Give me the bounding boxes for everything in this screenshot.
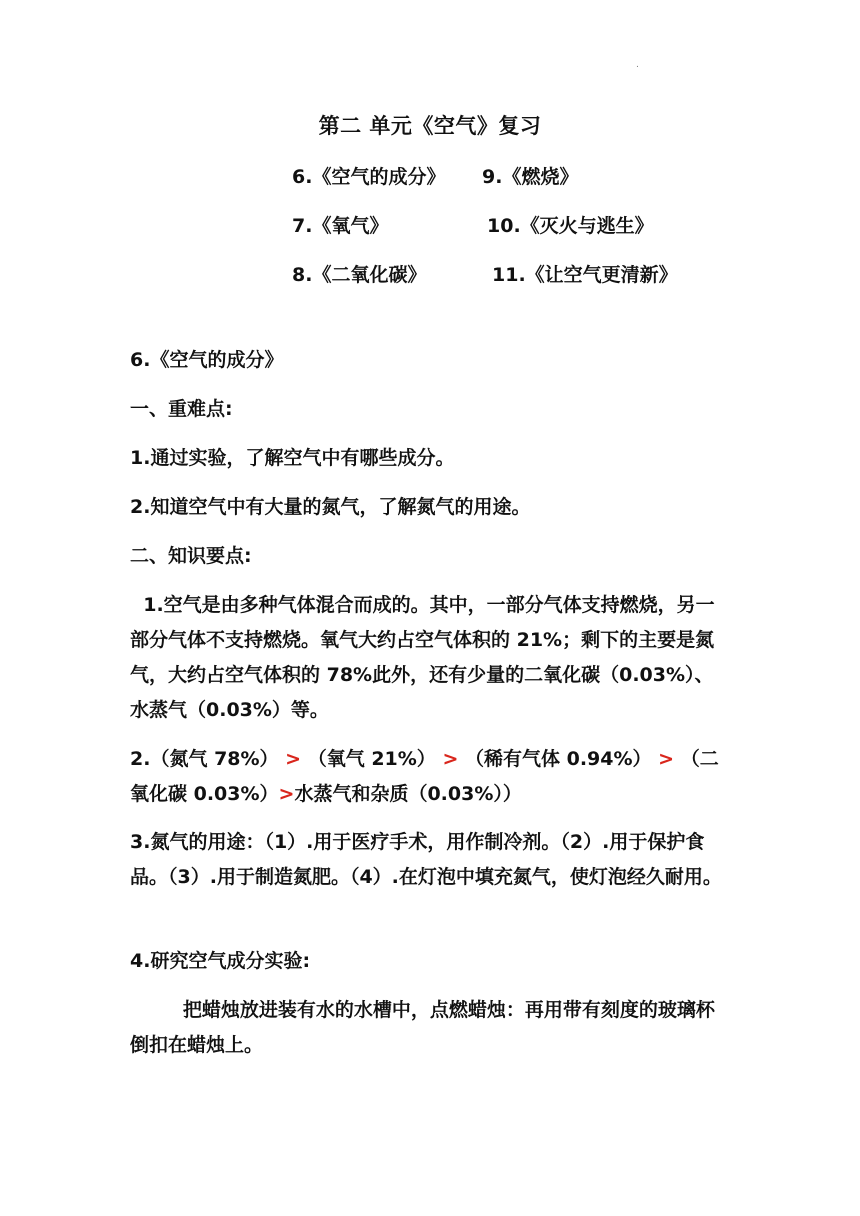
greater-than-sign: > [442, 748, 459, 770]
part2-heading: 二、知识要点: [130, 545, 252, 567]
toc-item-9: 9.《燃烧》 [482, 166, 579, 188]
point-2-item: （二氧化碳 0.03%） [130, 748, 719, 805]
toc-item-8: 8.《二氧化碳》 [292, 264, 427, 286]
section-heading: 6.《空气的成分》 [130, 349, 284, 371]
part1-item-1: 1.通过实验，了解空气中有哪些成分。 [130, 447, 455, 469]
toc-item-10: 10.《灭火与逃生》 [487, 215, 654, 237]
greater-than-sign: > [658, 748, 675, 770]
point-4-heading: 4.研究空气成分实验: [130, 950, 311, 972]
point-2-paragraph [130, 742, 730, 812]
point-2-item: （氧气 21%） [307, 748, 436, 770]
toc-item-7: 7.《氧气》 [292, 215, 389, 237]
point-2-item: （稀有气体 0.94%） [464, 748, 652, 770]
greater-than-sign: > [278, 783, 295, 805]
page-title: 第二 单元《空气》复习 [318, 114, 542, 138]
part1-heading: 一、重难点: [130, 398, 233, 420]
greater-than-sign: > [285, 748, 302, 770]
toc-item-6: 6.《空气的成分》 [292, 166, 446, 188]
point-2-item: 水蒸气和杂质（0.03%）） [294, 783, 522, 805]
point-2-item: （氮气 78%） [150, 748, 279, 770]
part1-item-2: 2.知道空气中有大量的氮气，了解氮气的用途。 [130, 496, 531, 518]
point-3-paragraph: 3.氮气的用途：（1）.用于医疗手术，用作制冷剂。（2）.用于保护食品。（3）.用于制造氮肥。（4）.在灯泡中填充氮气，使灯泡经久耐用。 [130, 831, 722, 888]
point-4-paragraph: 把蜡烛放进装有水的水槽中，点燃蜡烛：再用带有刻度的玻璃杯倒扣在蜡烛上。 [130, 999, 715, 1056]
toc-item-11: 11.《让空气更清新》 [492, 264, 678, 286]
point-2-prefix: 2. [130, 748, 151, 770]
point-1-paragraph: 1.空气是由多种气体混合而成的。其中，一部分气体支持燃烧，另一部分气体不支持燃烧。氧气大约占空气体积的 21%；剩下的主要是氮气，大约占空气体积的 78%此外，还有少量的二氧化碳（0.03%）、水蒸气（0.03%）等。 [130, 594, 715, 721]
page-mark: . [636, 60, 639, 70]
